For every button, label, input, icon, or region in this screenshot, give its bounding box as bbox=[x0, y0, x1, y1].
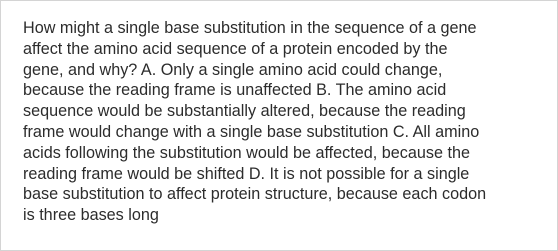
question-text bbox=[23, 18, 545, 226]
question-line-10: is three bases long bbox=[23, 206, 159, 225]
question-line-2: affect the amino acid sequence of a protein encoded by the bbox=[23, 39, 448, 58]
question-line-1: How might a single base substitution in the sequence of a gene bbox=[23, 19, 477, 37]
question-line-8: reading frame would be shifted D. It is not possible for a single bbox=[23, 164, 470, 183]
question-line-4: because the reading frame is unaffected B. The amino acid bbox=[23, 81, 447, 100]
question-line-3: gene, and why? A. Only a single amino acid could change, bbox=[23, 60, 443, 79]
question-line-7: acids following the substitution would be affected, because the bbox=[23, 143, 470, 162]
question-line-6: frame would change with a single base substitution C. All amino bbox=[23, 122, 480, 141]
question-line-9: base substitution to affect protein structure, because each codon bbox=[23, 185, 487, 204]
question-line-5: sequence would be substantially altered, because the reading bbox=[23, 102, 466, 121]
